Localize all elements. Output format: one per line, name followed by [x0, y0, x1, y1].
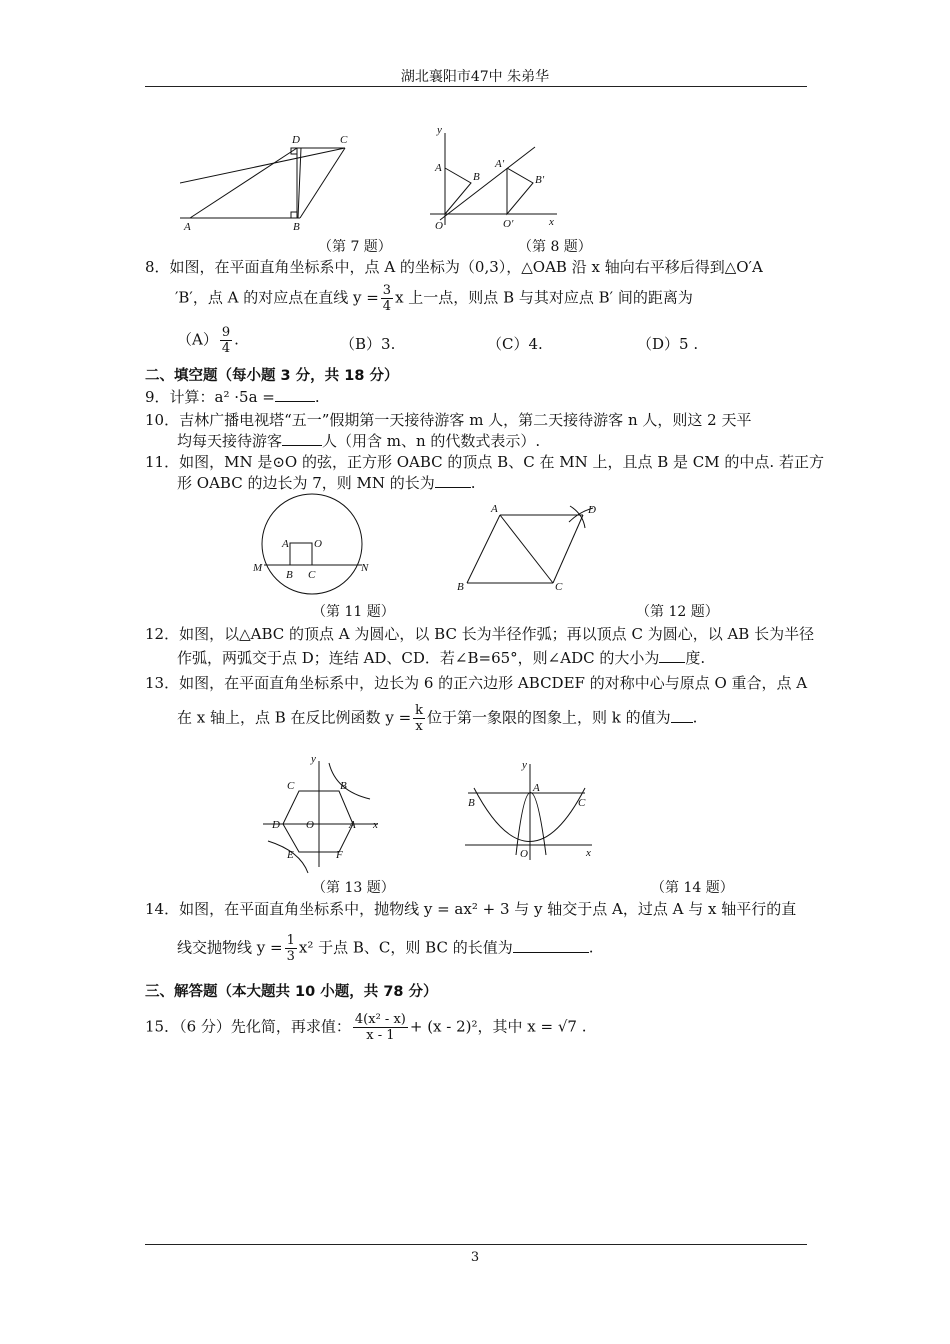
caption-8: （第 8 题）	[518, 239, 592, 255]
figure-8	[425, 125, 565, 235]
label-x: x	[373, 819, 378, 831]
label-O: O	[314, 538, 322, 550]
caption-14: （第 14 题）	[651, 880, 734, 896]
label-O: O	[435, 220, 443, 232]
label-B-prime: B′	[535, 174, 545, 186]
q8-line2: ′B′，点 A 的对应点在直线 y = $\frac{3}{4}$ x 上一点，则点 B 与其对应点 B′ 间的距离为	[175, 283, 693, 314]
label-F: F	[336, 849, 343, 861]
label-A-prime: A′	[495, 158, 505, 170]
label-C: C	[340, 134, 348, 146]
caption-12: （第 12 题）	[636, 604, 719, 620]
section-3-title: 三、解答题（本大题共 10 小题，共 78 分）	[145, 984, 438, 1000]
label-M: M	[253, 562, 263, 574]
caption-7: （第 7 题）	[318, 239, 392, 255]
label-D: D	[272, 819, 280, 831]
q10-line2: 均每天接待游客 人（用含 m、n 的代数式表示）.	[177, 432, 541, 450]
figure-13	[258, 755, 388, 875]
q8-line1: 8．如图，在平面直角坐标系中，点 A 的坐标为（0,3），△OAB 沿 x 轴向右平移后得到△O′A	[145, 258, 763, 276]
label-O-prime: O′	[503, 218, 514, 230]
label-E: E	[287, 849, 294, 861]
figure-7	[180, 130, 360, 235]
q12-line1: 12．如图，以△ABC 的顶点 A 为圆心，以 BC 长为半径作弧；再以顶点 C 为圆心，以 AB 长为半径	[145, 625, 815, 643]
label-N: N	[361, 562, 369, 574]
label-B: B	[473, 171, 480, 183]
label-B: B	[468, 797, 475, 809]
label-A: A	[184, 221, 191, 233]
label-C: C	[578, 797, 586, 809]
label-B: B	[340, 780, 347, 792]
figure-12	[455, 500, 605, 595]
section-2-title: 二、填空题（每小题 3 分，共 18 分）	[145, 368, 399, 384]
label-y: y	[522, 760, 527, 771]
q10-line1: 10．吉林广播电视塔“五一”假期第一天接待游客 m 人，第二天接待游客 n 人，则这 2 天平	[145, 411, 752, 429]
label-C: C	[308, 569, 316, 581]
q12-line2: 作弧，两弧交于点 D；连结 AD、CD．若∠B=65°，则∠ADC 的大小为 度.	[177, 649, 706, 667]
label-B: B	[293, 221, 300, 233]
footer-rule	[145, 1244, 807, 1245]
q8-option-b: （B）3.	[340, 335, 396, 353]
q11-line2: 形 OABC 的边长为 7，则 MN 的长为 .	[177, 474, 476, 492]
page-number: 3	[470, 1250, 480, 1265]
label-A: A	[349, 819, 356, 831]
label-x: x	[549, 216, 554, 228]
header-rule	[145, 86, 807, 87]
label-C: C	[555, 581, 563, 593]
q9: 9．计算：a² ·5a = .	[145, 388, 320, 406]
label-O: O	[306, 819, 314, 831]
q15: 15．（6 分）先化简，再求值： $\frac{\text{4(x² - x)}}{x - 1}$ + (x - 2)²，其中 x = √7 .	[145, 1012, 587, 1043]
caption-11: （第 11 题）	[312, 604, 395, 620]
label-B: B	[457, 581, 464, 593]
label-D: D	[292, 134, 300, 146]
label-O: O	[520, 848, 528, 860]
q8-option-d: （D）5 .	[637, 335, 699, 353]
label-y: y	[437, 125, 442, 136]
q14-line2: 线交抛物线 y = $\frac{1}{3}$ x² 于点 B、C，则 BC 的长值为 .	[177, 933, 594, 964]
label-y: y	[311, 755, 316, 765]
label-A: A	[533, 782, 540, 794]
q8-option-a: （A） $\frac{9}{4}$ .	[177, 325, 239, 356]
q14-line1: 14．如图，在平面直角坐标系中，抛物线 y = ax² + 3 与 y 轴交于点 A，过点 A 与 x 轴平行的直	[145, 900, 797, 918]
label-A: A	[282, 538, 289, 550]
figure-14	[460, 760, 600, 865]
page-header: 湖北襄阳市47中 朱弟华	[400, 69, 550, 85]
label-A: A	[435, 162, 442, 174]
figure-11	[250, 492, 375, 602]
label-x: x	[586, 847, 591, 859]
label-C: C	[287, 780, 295, 792]
q8-option-c: （C）4.	[487, 335, 543, 353]
q11-line1: 11．如图，MN 是⊙O 的弦，正方形 OABC 的顶点 B、C 在 MN 上，且点 B 是 CM 的中点. 若正方	[145, 453, 824, 471]
label-A: A	[491, 503, 498, 515]
caption-13: （第 13 题）	[312, 880, 395, 896]
label-B: B	[286, 569, 293, 581]
q13-line2: 在 x 轴上，点 B 在反比例函数 y = $\frac{k}{x}$ 位于第一象限的图象上，则 k 的值为 .	[177, 703, 698, 734]
q13-line1: 13．如图，在平面直角坐标系中，边长为 6 的正六边形 ABCDEF 的对称中心与原点 O 重合，点 A	[145, 674, 808, 692]
label-D: D	[588, 504, 596, 516]
